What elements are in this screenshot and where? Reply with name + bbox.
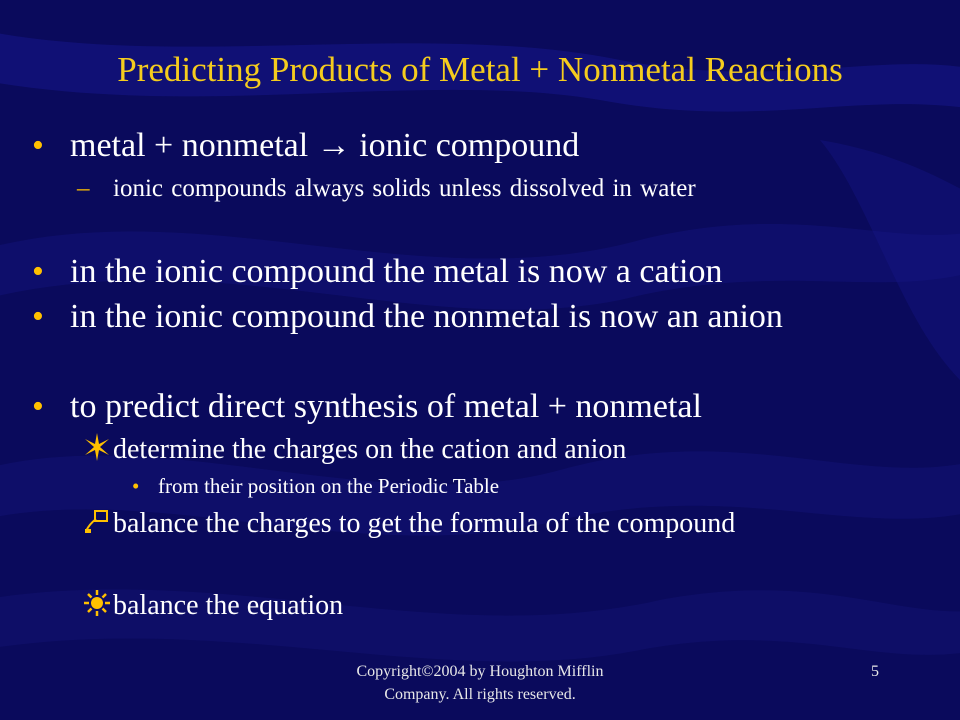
page-number: 5 bbox=[871, 663, 879, 680]
step-text: balance the charges to get the formula of the compound bbox=[113, 508, 736, 539]
step-item bbox=[113, 503, 873, 544]
bullet-item bbox=[32, 385, 890, 428]
sub-sub-bullet-item bbox=[132, 472, 858, 500]
slide-title: Predicting Products of Metal + Nonmetal Reactions bbox=[117, 50, 843, 89]
dash-marker: – bbox=[77, 175, 90, 202]
bullet-text: in the ionic compound the nonmetal is now an anion bbox=[70, 298, 783, 335]
bullet-dot: • bbox=[32, 298, 44, 335]
quill-pen-icon bbox=[83, 505, 111, 537]
sub-bullet-text: ionic compounds always solids unless dissolved in water bbox=[113, 175, 696, 202]
bullet-text: metal + nonmetal → ionic compound bbox=[70, 127, 580, 164]
sunburst-icon bbox=[83, 587, 111, 619]
step-item bbox=[113, 585, 873, 626]
bullet-dot: • bbox=[132, 474, 140, 498]
sub-bullet-item bbox=[77, 172, 853, 206]
step-item bbox=[113, 429, 873, 470]
bullet-item bbox=[32, 295, 890, 338]
bullet-dot: • bbox=[32, 388, 44, 425]
bullet-text: to predict direct synthesis of metal + nonmetal bbox=[70, 388, 702, 425]
step-text: balance the equation bbox=[113, 590, 344, 621]
bullet-dot: • bbox=[32, 253, 44, 290]
step-text: determine the charges on the cation and anion bbox=[113, 434, 627, 465]
bullet-text: in the ionic compound the metal is now a cation bbox=[70, 253, 723, 290]
bullet-item bbox=[32, 250, 890, 293]
bullet-item bbox=[32, 124, 890, 167]
sub-sub-bullet-text: from their position on the Periodic Table bbox=[158, 474, 500, 498]
footer-copyright: Copyright©2004 by Houghton Mifflin Company. All rights reserved. bbox=[356, 663, 604, 703]
star-icon bbox=[83, 431, 111, 463]
bullet-dot: • bbox=[32, 127, 44, 164]
